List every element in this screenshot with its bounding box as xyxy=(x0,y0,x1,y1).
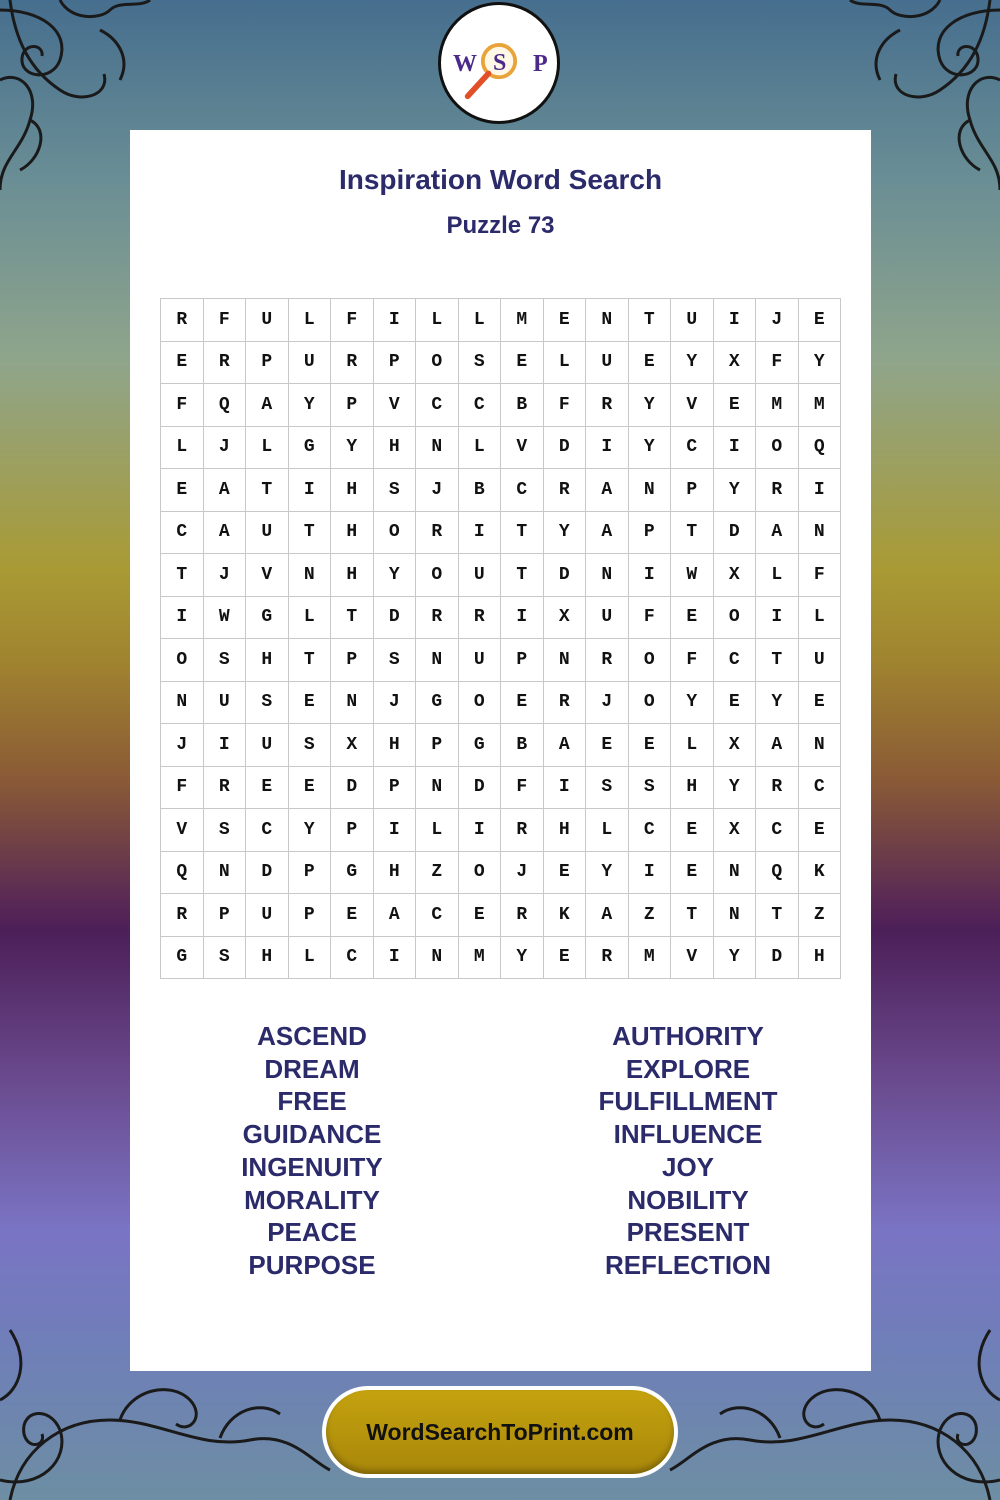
grid-cell[interactable]: R xyxy=(544,682,587,725)
grid-cell[interactable]: N xyxy=(799,512,842,555)
grid-cell[interactable]: T xyxy=(501,554,544,597)
grid-cell[interactable]: T xyxy=(501,512,544,555)
grid-cell[interactable]: E xyxy=(799,809,842,852)
grid-cell[interactable]: S xyxy=(204,809,247,852)
website-button-face[interactable] xyxy=(326,1390,674,1474)
grid-cell[interactable]: H xyxy=(331,554,374,597)
website-link[interactable]: WordSearchToPrint.com xyxy=(366,1418,634,1445)
grid-cell[interactable]: E xyxy=(544,852,587,895)
grid-cell[interactable]: T xyxy=(289,639,332,682)
grid-cell[interactable]: C xyxy=(671,427,714,470)
grid-cell[interactable]: E xyxy=(544,299,587,342)
grid-cell[interactable]: V xyxy=(374,384,417,427)
grid-cell[interactable]: C xyxy=(799,767,842,810)
grid-cell[interactable]: N xyxy=(629,469,672,512)
grid-cell[interactable]: H xyxy=(246,639,289,682)
grid-cell[interactable]: N xyxy=(714,894,757,937)
grid-cell[interactable]: R xyxy=(416,597,459,640)
grid-cell[interactable]: L xyxy=(289,299,332,342)
grid-cell[interactable]: E xyxy=(629,724,672,767)
grid-cell[interactable]: C xyxy=(714,639,757,682)
grid-cell[interactable]: P xyxy=(629,512,672,555)
grid-cell[interactable]: P xyxy=(331,384,374,427)
grid-cell[interactable]: Y xyxy=(586,852,629,895)
grid-cell[interactable]: R xyxy=(586,937,629,980)
grid-cell[interactable]: P xyxy=(246,342,289,385)
grid-cell[interactable]: R xyxy=(756,767,799,810)
grid-cell[interactable]: O xyxy=(374,512,417,555)
grid-cell[interactable]: A xyxy=(586,512,629,555)
grid-cell[interactable]: L xyxy=(799,597,842,640)
grid-cell[interactable]: I xyxy=(374,937,417,980)
grid-cell[interactable]: Y xyxy=(289,384,332,427)
grid-cell[interactable]: Y xyxy=(714,937,757,980)
grid-cell[interactable]: N xyxy=(416,639,459,682)
grid-cell[interactable]: O xyxy=(714,597,757,640)
grid-cell[interactable]: U xyxy=(246,724,289,767)
grid-cell[interactable]: F xyxy=(331,299,374,342)
grid-cell[interactable]: C xyxy=(756,809,799,852)
grid-cell[interactable]: B xyxy=(459,469,502,512)
grid-cell[interactable]: X xyxy=(544,597,587,640)
grid-cell[interactable]: F xyxy=(501,767,544,810)
grid-cell[interactable]: S xyxy=(204,639,247,682)
grid-cell[interactable]: S xyxy=(289,724,332,767)
word-item: AUTHORITY xyxy=(612,1021,764,1051)
grid-cell[interactable]: O xyxy=(416,342,459,385)
grid-cell[interactable]: M xyxy=(459,937,502,980)
page-title: Inspiration Word Search xyxy=(338,164,663,195)
grid-cell[interactable]: E xyxy=(671,597,714,640)
grid-cell[interactable]: H xyxy=(799,937,842,980)
grid-cell[interactable]: S xyxy=(246,682,289,725)
grid-cell[interactable]: N xyxy=(544,639,587,682)
grid-cell[interactable]: E xyxy=(501,682,544,725)
grid-cell[interactable]: R xyxy=(161,299,204,342)
grid-cell[interactable]: N xyxy=(586,299,629,342)
grid-cell[interactable]: N xyxy=(161,682,204,725)
logo-letter: W xyxy=(453,51,477,77)
grid-cell[interactable]: I xyxy=(289,469,332,512)
grid-cell[interactable]: R xyxy=(501,894,544,937)
grid-cell[interactable]: H xyxy=(246,937,289,980)
grid-cell[interactable]: U xyxy=(246,299,289,342)
grid-cell[interactable]: N xyxy=(331,682,374,725)
grid-cell[interactable]: A xyxy=(756,724,799,767)
logo-letter: S xyxy=(493,50,507,76)
grid-cell[interactable]: A xyxy=(544,724,587,767)
grid-cell[interactable]: I xyxy=(459,512,502,555)
grid-cell[interactable]: H xyxy=(374,427,417,470)
grid-cell[interactable]: J xyxy=(204,554,247,597)
word-item: PRESENT xyxy=(626,1217,750,1248)
grid-cell[interactable]: I xyxy=(161,597,204,640)
grid-cell[interactable]: Y xyxy=(629,384,672,427)
grid-cell[interactable]: P xyxy=(416,724,459,767)
grid-cell[interactable]: I xyxy=(459,809,502,852)
grid-cell[interactable]: C xyxy=(501,469,544,512)
grid-cell[interactable]: L xyxy=(459,427,502,470)
grid-cell[interactable]: B xyxy=(501,384,544,427)
grid-cell[interactable]: M xyxy=(501,299,544,342)
logo-letter: P xyxy=(533,51,548,77)
grid-cell[interactable]: C xyxy=(459,384,502,427)
grid-cell[interactable]: T xyxy=(671,894,714,937)
grid-cell[interactable]: H xyxy=(544,809,587,852)
grid-cell[interactable]: R xyxy=(331,342,374,385)
grid-cell[interactable]: L xyxy=(756,554,799,597)
word-item: PEACE xyxy=(267,1217,357,1248)
grid-cell[interactable]: I xyxy=(714,427,757,470)
grid-cell[interactable]: U xyxy=(459,554,502,597)
grid-cell[interactable]: J xyxy=(756,299,799,342)
grid-cell[interactable]: W xyxy=(671,554,714,597)
grid-cell[interactable]: U xyxy=(671,299,714,342)
grid-cell[interactable]: D xyxy=(544,554,587,597)
grid-cell[interactable]: C xyxy=(246,809,289,852)
grid-cell[interactable]: N xyxy=(204,852,247,895)
grid-cell[interactable]: Y xyxy=(374,554,417,597)
grid-cell[interactable]: R xyxy=(501,809,544,852)
grid-cell[interactable]: F xyxy=(756,342,799,385)
grid-cell[interactable]: A xyxy=(204,512,247,555)
grid-cell[interactable]: Y xyxy=(544,512,587,555)
grid-cell[interactable]: E xyxy=(714,384,757,427)
grid-cell[interactable]: V xyxy=(501,427,544,470)
grid-cell[interactable]: U xyxy=(289,342,332,385)
grid-cell[interactable]: A xyxy=(756,512,799,555)
grid-cell[interactable]: U xyxy=(459,639,502,682)
grid-cell[interactable]: W xyxy=(204,597,247,640)
grid-cell[interactable]: S xyxy=(204,937,247,980)
grid-cell[interactable]: X xyxy=(714,554,757,597)
grid-cell[interactable]: I xyxy=(204,724,247,767)
grid-cell[interactable]: D xyxy=(714,512,757,555)
grid-cell[interactable]: D xyxy=(459,767,502,810)
grid-cell[interactable]: E xyxy=(671,852,714,895)
grid-cell[interactable]: I xyxy=(714,299,757,342)
grid-cell[interactable]: U xyxy=(586,597,629,640)
grid-cell[interactable]: O xyxy=(416,554,459,597)
grid-cell[interactable]: V xyxy=(671,384,714,427)
grid-cell[interactable]: T xyxy=(289,512,332,555)
grid-cell[interactable]: F xyxy=(629,597,672,640)
grid-cell[interactable]: G xyxy=(289,427,332,470)
grid-cell[interactable]: V xyxy=(161,809,204,852)
grid-cell[interactable]: I xyxy=(799,469,842,512)
grid-cell[interactable]: T xyxy=(246,469,289,512)
grid-cell[interactable]: L xyxy=(544,342,587,385)
grid-cell[interactable]: U xyxy=(799,639,842,682)
grid-cell[interactable]: C xyxy=(331,937,374,980)
grid-cell[interactable]: D xyxy=(374,597,417,640)
grid-cell[interactable]: H xyxy=(331,512,374,555)
grid-cell[interactable]: I xyxy=(374,299,417,342)
grid-cell[interactable]: L xyxy=(416,809,459,852)
grid-cell[interactable]: L xyxy=(289,597,332,640)
grid-cell[interactable]: L xyxy=(289,937,332,980)
grid-cell[interactable]: P xyxy=(289,852,332,895)
grid-cell[interactable]: R xyxy=(586,639,629,682)
grid-cell[interactable]: E xyxy=(501,342,544,385)
grid-cell[interactable]: E xyxy=(161,342,204,385)
grid-cell[interactable]: O xyxy=(459,852,502,895)
grid-cell[interactable]: Y xyxy=(799,342,842,385)
grid-cell[interactable]: F xyxy=(161,384,204,427)
grid-cell[interactable]: D xyxy=(331,767,374,810)
grid-cell[interactable]: Z xyxy=(629,894,672,937)
grid-cell[interactable]: T xyxy=(671,512,714,555)
grid-cell[interactable]: S xyxy=(459,342,502,385)
grid-cell[interactable]: E xyxy=(799,299,842,342)
grid-cell[interactable]: T xyxy=(331,597,374,640)
grid-cell[interactable]: X xyxy=(714,342,757,385)
grid-cell[interactable]: Z xyxy=(799,894,842,937)
grid-cell[interactable]: C xyxy=(416,384,459,427)
grid-cell[interactable]: Y xyxy=(629,427,672,470)
grid-cell[interactable]: E xyxy=(459,894,502,937)
grid-cell[interactable]: F xyxy=(671,639,714,682)
site-logo[interactable] xyxy=(438,2,560,124)
grid-cell[interactable]: Z xyxy=(416,852,459,895)
grid-cell[interactable]: O xyxy=(756,427,799,470)
grid-cell[interactable]: P xyxy=(501,639,544,682)
letter-grid xyxy=(160,298,841,979)
grid-cell[interactable]: E xyxy=(161,469,204,512)
grid-cell[interactable]: A xyxy=(204,469,247,512)
website-button[interactable] xyxy=(322,1386,678,1478)
grid-cell[interactable]: R xyxy=(544,469,587,512)
grid-cell[interactable]: A xyxy=(586,469,629,512)
grid-cell[interactable]: D xyxy=(756,937,799,980)
grid-cell[interactable]: P xyxy=(204,894,247,937)
word-item: FREE xyxy=(277,1086,347,1117)
grid-cell[interactable]: N xyxy=(416,427,459,470)
word-item: INFLUENCE xyxy=(613,1119,763,1150)
grid-cell[interactable]: T xyxy=(756,894,799,937)
grid-cell[interactable]: G xyxy=(246,597,289,640)
grid-cell[interactable]: I xyxy=(629,852,672,895)
grid-cell[interactable]: N xyxy=(586,554,629,597)
grid-cell[interactable]: C xyxy=(416,894,459,937)
grid-cell[interactable]: E xyxy=(289,682,332,725)
grid-cell[interactable]: I xyxy=(629,554,672,597)
grid-cell[interactable]: K xyxy=(544,894,587,937)
grid-cell[interactable]: R xyxy=(161,894,204,937)
grid-cell[interactable]: J xyxy=(586,682,629,725)
grid-cell[interactable]: L xyxy=(416,299,459,342)
grid-cell[interactable]: O xyxy=(161,639,204,682)
grid-cell[interactable]: D xyxy=(246,852,289,895)
grid-cell[interactable]: I xyxy=(374,809,417,852)
grid-cell[interactable]: U xyxy=(246,894,289,937)
grid-cell[interactable]: R xyxy=(204,342,247,385)
grid-cell[interactable]: M xyxy=(629,937,672,980)
grid-cell[interactable]: L xyxy=(459,299,502,342)
grid-cell[interactable]: Q xyxy=(756,852,799,895)
grid-cell[interactable]: E xyxy=(629,342,672,385)
puzzle-number: Puzzle 73 xyxy=(446,212,555,239)
grid-cell[interactable]: N xyxy=(416,937,459,980)
grid-cell[interactable]: G xyxy=(331,852,374,895)
grid-cell[interactable]: Y xyxy=(289,809,332,852)
word-item: PURPOSE xyxy=(248,1249,376,1280)
grid-cell[interactable]: J xyxy=(204,427,247,470)
grid-cell[interactable]: N xyxy=(714,852,757,895)
grid-cell[interactable]: S xyxy=(374,639,417,682)
grid-cell[interactable]: L xyxy=(671,724,714,767)
grid-cell[interactable]: E xyxy=(544,937,587,980)
grid-cell[interactable]: J xyxy=(161,724,204,767)
word-item: GUIDANCE xyxy=(242,1119,382,1150)
grid-cell[interactable]: X xyxy=(714,724,757,767)
grid-cell[interactable]: Y xyxy=(714,469,757,512)
word-item: INGENUITY xyxy=(241,1151,383,1182)
grid-cell[interactable]: T xyxy=(629,299,672,342)
grid-cell[interactable]: X xyxy=(331,724,374,767)
grid-cell[interactable]: B xyxy=(501,724,544,767)
grid-cell[interactable]: Y xyxy=(714,767,757,810)
grid-cell[interactable]: Y xyxy=(671,342,714,385)
grid-cell[interactable]: N xyxy=(416,767,459,810)
grid-cell[interactable]: C xyxy=(629,809,672,852)
grid-cell[interactable]: I xyxy=(544,767,587,810)
grid-cell[interactable]: F xyxy=(161,767,204,810)
grid-cell[interactable]: A xyxy=(586,894,629,937)
grid-cell[interactable]: E xyxy=(586,724,629,767)
grid-cell[interactable]: F xyxy=(544,384,587,427)
puzzle-sheet xyxy=(130,130,871,1371)
grid-cell[interactable]: Y xyxy=(331,427,374,470)
grid-cell[interactable]: N xyxy=(799,724,842,767)
word-item: ASCEND xyxy=(257,1021,367,1051)
grid-cell[interactable]: P xyxy=(374,767,417,810)
grid-cell[interactable]: V xyxy=(671,937,714,980)
grid-cell[interactable]: I xyxy=(586,427,629,470)
grid-cell[interactable]: E xyxy=(246,767,289,810)
grid-cell[interactable]: T xyxy=(756,639,799,682)
grid-cell[interactable]: Q xyxy=(204,384,247,427)
grid-cell[interactable]: Q xyxy=(799,427,842,470)
grid-cell[interactable]: G xyxy=(416,682,459,725)
grid-cell[interactable]: Y xyxy=(756,682,799,725)
grid-cell[interactable]: I xyxy=(501,597,544,640)
grid-cell[interactable]: Y xyxy=(501,937,544,980)
grid-cell[interactable]: N xyxy=(289,554,332,597)
grid-cell[interactable]: M xyxy=(756,384,799,427)
grid-cell[interactable]: U xyxy=(586,342,629,385)
word-item: MORALITY xyxy=(244,1184,380,1215)
word-list-right xyxy=(538,1020,838,1282)
word-item: JOY xyxy=(661,1151,715,1182)
grid-cell[interactable]: P xyxy=(289,894,332,937)
grid-cell[interactable]: X xyxy=(714,809,757,852)
grid-cell[interactable]: R xyxy=(416,512,459,555)
grid-cell[interactable]: Q xyxy=(161,852,204,895)
grid-cell[interactable]: H xyxy=(331,469,374,512)
word-item: EXPLORE xyxy=(625,1053,751,1084)
grid-cell[interactable]: P xyxy=(331,809,374,852)
grid-cell[interactable]: P xyxy=(671,469,714,512)
grid-cell[interactable]: F xyxy=(799,554,842,597)
grid-cell[interactable]: S xyxy=(629,767,672,810)
grid-cell[interactable]: F xyxy=(204,299,247,342)
grid-cell[interactable]: P xyxy=(331,639,374,682)
grid-cell[interactable]: L xyxy=(161,427,204,470)
word-item: NOBILITY xyxy=(627,1184,749,1215)
word-item: REFLECTION xyxy=(604,1249,772,1280)
grid-cell[interactable]: L xyxy=(246,427,289,470)
grid-cell[interactable]: H xyxy=(374,724,417,767)
grid-cell[interactable]: E xyxy=(799,682,842,725)
grid-cell[interactable]: A xyxy=(374,894,417,937)
grid-cell[interactable]: P xyxy=(374,342,417,385)
grid-cell[interactable]: U xyxy=(204,682,247,725)
grid-cell[interactable]: O xyxy=(629,639,672,682)
grid-cell[interactable]: D xyxy=(544,427,587,470)
grid-cell[interactable]: M xyxy=(799,384,842,427)
grid-cell[interactable]: H xyxy=(374,852,417,895)
grid-cell[interactable]: A xyxy=(246,384,289,427)
grid-cell[interactable]: E xyxy=(289,767,332,810)
grid-cell[interactable]: R xyxy=(586,384,629,427)
grid-cell[interactable]: G xyxy=(161,937,204,980)
word-item: DREAM xyxy=(264,1053,360,1084)
grid-cell[interactable]: E xyxy=(671,809,714,852)
grid-cell[interactable]: O xyxy=(629,682,672,725)
word-list-left xyxy=(162,1020,462,1282)
grid-cell[interactable]: V xyxy=(246,554,289,597)
grid-cell[interactable]: U xyxy=(246,512,289,555)
grid-cell[interactable]: E xyxy=(331,894,374,937)
grid-cell[interactable]: R xyxy=(756,469,799,512)
grid-cell[interactable]: Y xyxy=(671,682,714,725)
word-item: FULFILLMENT xyxy=(598,1086,778,1117)
grid-cell[interactable]: G xyxy=(459,724,502,767)
grid-cell[interactable]: J xyxy=(416,469,459,512)
grid-cell[interactable]: O xyxy=(459,682,502,725)
grid-cell[interactable]: T xyxy=(161,554,204,597)
grid-cell[interactable]: H xyxy=(671,767,714,810)
grid-cell[interactable]: R xyxy=(459,597,502,640)
grid-cell[interactable]: J xyxy=(501,852,544,895)
grid-cell[interactable]: K xyxy=(799,852,842,895)
grid-cell[interactable]: S xyxy=(374,469,417,512)
grid-cell[interactable]: S xyxy=(586,767,629,810)
grid-cell[interactable]: R xyxy=(204,767,247,810)
grid-cell[interactable]: I xyxy=(756,597,799,640)
grid-cell[interactable]: C xyxy=(161,512,204,555)
grid-cell[interactable]: L xyxy=(586,809,629,852)
grid-cell[interactable]: J xyxy=(374,682,417,725)
grid-cell[interactable]: E xyxy=(714,682,757,725)
